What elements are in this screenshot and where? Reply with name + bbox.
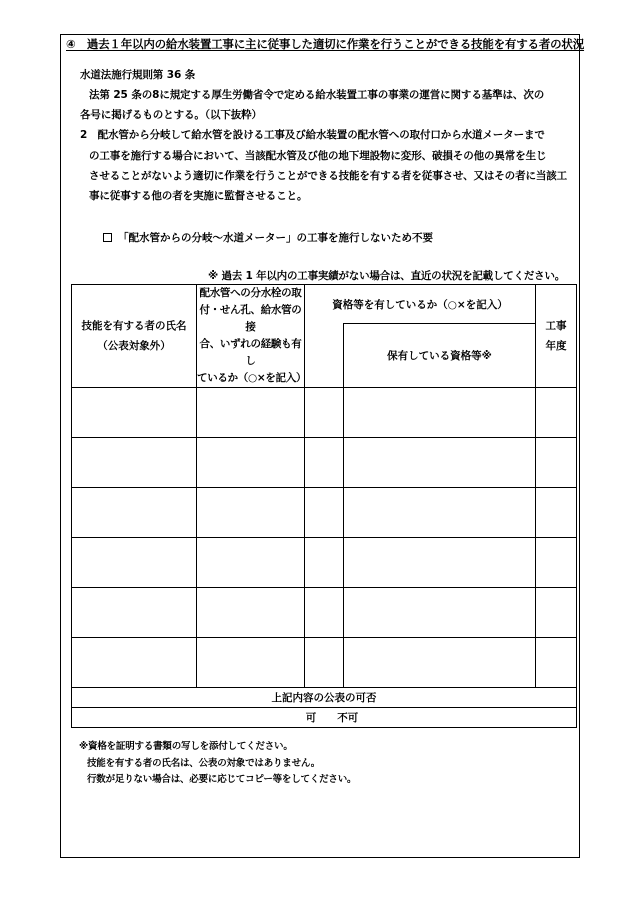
table-row xyxy=(72,638,577,688)
cell-experience[interactable] xyxy=(197,488,305,538)
section-heading: ④ 過去１年以内の給水装置工事に主に従事した適切に作業を行うことができる技能を有する者の状況 xyxy=(66,37,585,51)
cell-year[interactable] xyxy=(536,638,577,688)
footnote: 行数が足りない場合は、必要に応じてコピー等をしてください。 xyxy=(87,774,357,785)
cell-year[interactable] xyxy=(536,388,577,438)
cell-qualification[interactable] xyxy=(344,638,536,688)
cell-qualification[interactable] xyxy=(344,538,536,588)
header-experience: 配水管への分水栓の取 付・せん孔、給水管の接 合、いずれの経験も有し ているか（○×を記入） xyxy=(197,285,305,388)
law-line: の工事を施行する場合において、当該配水管及び他の地下埋設物に変形、破損その他の異常を生じ xyxy=(89,150,547,162)
header-year: 工事 年度 xyxy=(536,285,577,388)
cell-year[interactable] xyxy=(536,488,577,538)
cell-qualified[interactable] xyxy=(305,488,344,538)
cell-experience[interactable] xyxy=(197,388,305,438)
law-title: 水道法施行規則第 36 条 xyxy=(80,69,196,81)
cell-experience[interactable] xyxy=(197,638,305,688)
law-line: 2 配水管から分岐して給水管を設ける工事及び給水装置の配水管への取付口から水道メーターまで xyxy=(80,129,545,141)
law-line: させることがないよう適切に作業を行うことができる技能を有する者を従事させ、又はその者に当該工 xyxy=(89,170,568,182)
law-line: 各号に掲げるものとする。（以下抜粋） xyxy=(80,109,262,121)
header-qualified: 資格等を有しているか（○×を記入） xyxy=(305,285,536,324)
cell-qualification[interactable] xyxy=(344,438,536,488)
law-line: 法第 25 条の8に規定する厚生労働省令で定める給水装置工事の事業の運営に関する基準は、次の xyxy=(89,89,545,101)
table-row xyxy=(72,438,577,488)
cell-qualification[interactable] xyxy=(344,488,536,538)
cell-qualified[interactable] xyxy=(305,638,344,688)
header-name: 技能を有する者の氏名 （公表対象外） xyxy=(72,285,197,388)
checkbox[interactable] xyxy=(103,233,112,242)
cell-experience[interactable] xyxy=(197,438,305,488)
not-required-label: 「配水管からの分岐～水道メーター」の工事を施行しないため不要 xyxy=(118,232,433,244)
cell-qualification[interactable] xyxy=(344,588,536,638)
footnote: ※資格を証明する書類の写しを添付してください。 xyxy=(79,741,293,752)
table-row xyxy=(72,488,577,538)
table-row xyxy=(72,388,577,438)
no-record-note: ※ 過去 1 年以内の工事実績がない場合は、直近の状況を記載してください。 xyxy=(208,270,566,282)
table-row xyxy=(72,538,577,588)
header-qualification-held: 保有している資格等※ xyxy=(344,324,536,388)
disclosure-label: 上記内容の公表の可否 xyxy=(72,688,577,708)
cell-qualification[interactable] xyxy=(344,388,536,438)
cell-year[interactable] xyxy=(536,588,577,638)
footnote: 技能を有する者の氏名は、公表の対象ではありません。 xyxy=(87,758,321,769)
cell-name[interactable] xyxy=(72,638,197,688)
cell-name[interactable] xyxy=(72,488,197,538)
disclosure-options[interactable]: 可 不可 xyxy=(72,708,577,728)
cell-name[interactable] xyxy=(72,588,197,638)
not-required-option[interactable] xyxy=(103,230,433,245)
cell-name[interactable] xyxy=(72,388,197,438)
table-row xyxy=(72,588,577,638)
cell-experience[interactable] xyxy=(197,588,305,638)
cell-name[interactable] xyxy=(72,438,197,488)
cell-qualified[interactable] xyxy=(305,388,344,438)
cell-year[interactable] xyxy=(536,438,577,488)
cell-experience[interactable] xyxy=(197,538,305,588)
technician-table xyxy=(71,284,577,728)
cell-name[interactable] xyxy=(72,538,197,588)
law-line: 事に従事する他の者を実施に監督させること。 xyxy=(89,190,308,202)
cell-qualified[interactable] xyxy=(305,438,344,488)
cell-year[interactable] xyxy=(536,538,577,588)
cell-qualified[interactable] xyxy=(305,538,344,588)
header-qualified-mark xyxy=(305,324,344,388)
cell-qualified[interactable] xyxy=(305,588,344,638)
